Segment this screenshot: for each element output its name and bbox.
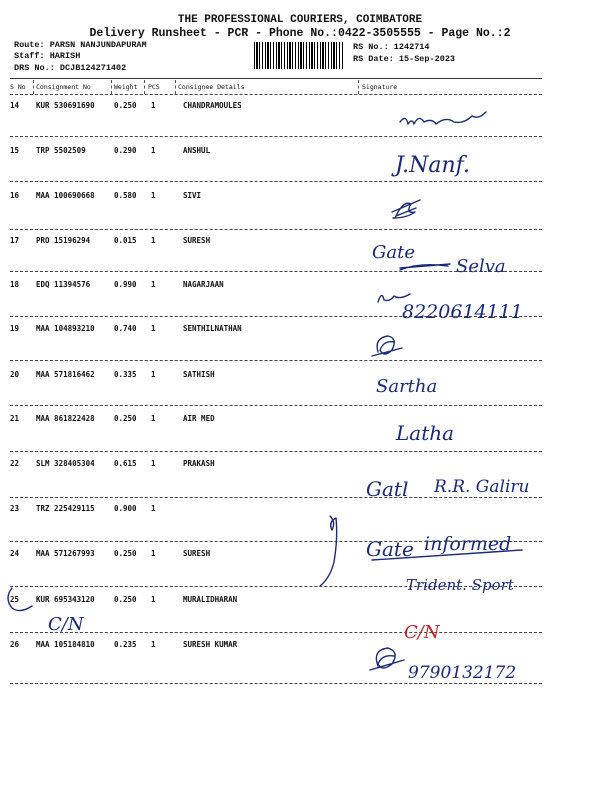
- runsheet-subtitle: Delivery Runsheet - PCR - Phone No.:0422-3505555 - Page No.:2: [89, 27, 511, 40]
- row-consignment: MAA 571816462: [36, 370, 95, 379]
- row-sno: 18: [10, 280, 20, 289]
- row-weight: 0.580: [114, 191, 137, 200]
- signature-text: Gate: [372, 242, 415, 263]
- col-consignee: Consignee Details: [178, 83, 245, 91]
- row-pcs: 1: [151, 146, 156, 155]
- col-sno: S No: [10, 83, 26, 91]
- row-consignee: SENTHILNATHAN: [183, 324, 242, 333]
- row-pcs: 1: [151, 504, 156, 513]
- signature-scribble: [400, 112, 486, 124]
- route-label: Route: PARSN NANJUNDAPURAM: [14, 40, 147, 50]
- row-sno: 16: [10, 191, 20, 200]
- row-consignment: MAA 105184810: [36, 640, 95, 649]
- row-consignment: KUR 530691690: [36, 101, 95, 110]
- signature-text: Trident. Sport: [406, 576, 514, 594]
- row-consignee: PRAKASH: [183, 459, 215, 468]
- row-weight: 0.335: [114, 370, 137, 379]
- row-consignee: SATHISH: [183, 370, 215, 379]
- row-pcs: 1: [151, 640, 156, 649]
- signature-text: informed: [424, 533, 512, 555]
- signature-text: 8220614111: [402, 301, 523, 323]
- signature-text: J.Nanf.: [395, 153, 470, 178]
- row-pcs: 1: [151, 459, 156, 468]
- rs-date: RS Date: 15-Sep-2023: [353, 54, 456, 64]
- row-consignee: SURESH: [183, 549, 211, 558]
- col-signature: Signature: [362, 83, 398, 91]
- row-weight: 0.990: [114, 280, 137, 289]
- row-sno: 22: [10, 459, 20, 468]
- signature-scribble: [8, 588, 32, 611]
- row-weight: 0.290: [114, 146, 137, 155]
- row-weight: 0.900: [114, 504, 137, 513]
- col-weight: Weight: [114, 83, 138, 91]
- row-sno: 15: [10, 146, 20, 155]
- signature-text: Gatl: [366, 477, 409, 501]
- row-pcs: 1: [151, 280, 156, 289]
- row-consignee: SURESH: [183, 236, 211, 245]
- row-pcs: 1: [151, 236, 156, 245]
- signature-scribble: [370, 648, 404, 670]
- signature-text: Latha: [396, 421, 455, 445]
- row-consignment: EDQ 11394576: [36, 280, 91, 289]
- row-consignment: SLM 328405304: [36, 459, 95, 468]
- signature-text: C/N: [48, 614, 84, 635]
- row-consignment: MAA 100690668: [36, 191, 95, 200]
- row-consignment: TRP 5502509: [36, 146, 86, 155]
- signature-scribble: [320, 516, 337, 586]
- col-pcs: PCS: [148, 83, 160, 91]
- row-sno: 20: [10, 370, 20, 379]
- row-consignment: MAA 571267993: [36, 549, 95, 558]
- signature-scribble: [392, 200, 420, 218]
- signature-scribble: [400, 264, 450, 270]
- row-weight: 0.015: [114, 236, 137, 245]
- signature-text: Sartha: [376, 376, 438, 397]
- rs-number: RS No.: 1242714: [353, 42, 430, 52]
- row-weight: 0.740: [114, 324, 137, 333]
- signature-text: 9790132172: [408, 663, 517, 683]
- row-consignment: MAA 861822428: [36, 414, 95, 423]
- row-consignee: NAGARJAAN: [183, 280, 224, 289]
- row-weight: 0.250: [114, 549, 137, 558]
- company-title: THE PROFESSIONAL COURIERS, COIMBATORE: [177, 14, 423, 26]
- staff-label: Staff: HARISH: [14, 51, 81, 61]
- row-consignee: SURESH KUMAR: [183, 640, 238, 649]
- row-weight: 0.615: [114, 459, 137, 468]
- drs-number: DRS No.: DCJB124271402: [14, 63, 127, 73]
- row-weight: 0.235: [114, 640, 137, 649]
- row-sno: 24: [10, 549, 20, 558]
- row-weight: 0.250: [114, 101, 137, 110]
- signature-text: R.R. Galiru: [434, 477, 530, 497]
- signature-text: Selva: [456, 256, 506, 277]
- row-weight: 0.250: [114, 595, 137, 604]
- row-consignee: CHANDRAMOULES: [183, 101, 242, 110]
- row-pcs: 1: [151, 101, 156, 110]
- row-sno: 14: [10, 101, 20, 110]
- row-consignee: AIR MED: [183, 414, 215, 423]
- row-sno: 17: [10, 236, 20, 245]
- row-consignee: MURALIDHARAN: [183, 595, 238, 604]
- row-pcs: 1: [151, 595, 156, 604]
- row-pcs: 1: [151, 324, 156, 333]
- row-sno: 19: [10, 324, 20, 333]
- signature-text: C/N: [404, 622, 440, 643]
- row-sno: 23: [10, 504, 20, 513]
- row-consignee: SIVI: [183, 191, 202, 200]
- row-consignment: MAA 104893210: [36, 324, 95, 333]
- row-pcs: 1: [151, 370, 156, 379]
- row-consignee: ANSHUL: [183, 146, 211, 155]
- row-weight: 0.250: [114, 414, 137, 423]
- row-consignment: KUR 695343120: [36, 595, 95, 604]
- row-sno: 21: [10, 414, 20, 423]
- row-pcs: 1: [151, 191, 156, 200]
- row-consignment: PRO 15196294: [36, 236, 91, 245]
- row-sno: 26: [10, 640, 20, 649]
- row-pcs: 1: [151, 414, 156, 423]
- row-consignment: TRZ 225429115: [36, 504, 95, 513]
- signature-text: Gate: [366, 537, 414, 561]
- row-sno: 25: [10, 595, 20, 604]
- col-consignment: Consignment No: [36, 83, 91, 91]
- row-pcs: 1: [151, 549, 156, 558]
- signature-scribble: [372, 336, 402, 356]
